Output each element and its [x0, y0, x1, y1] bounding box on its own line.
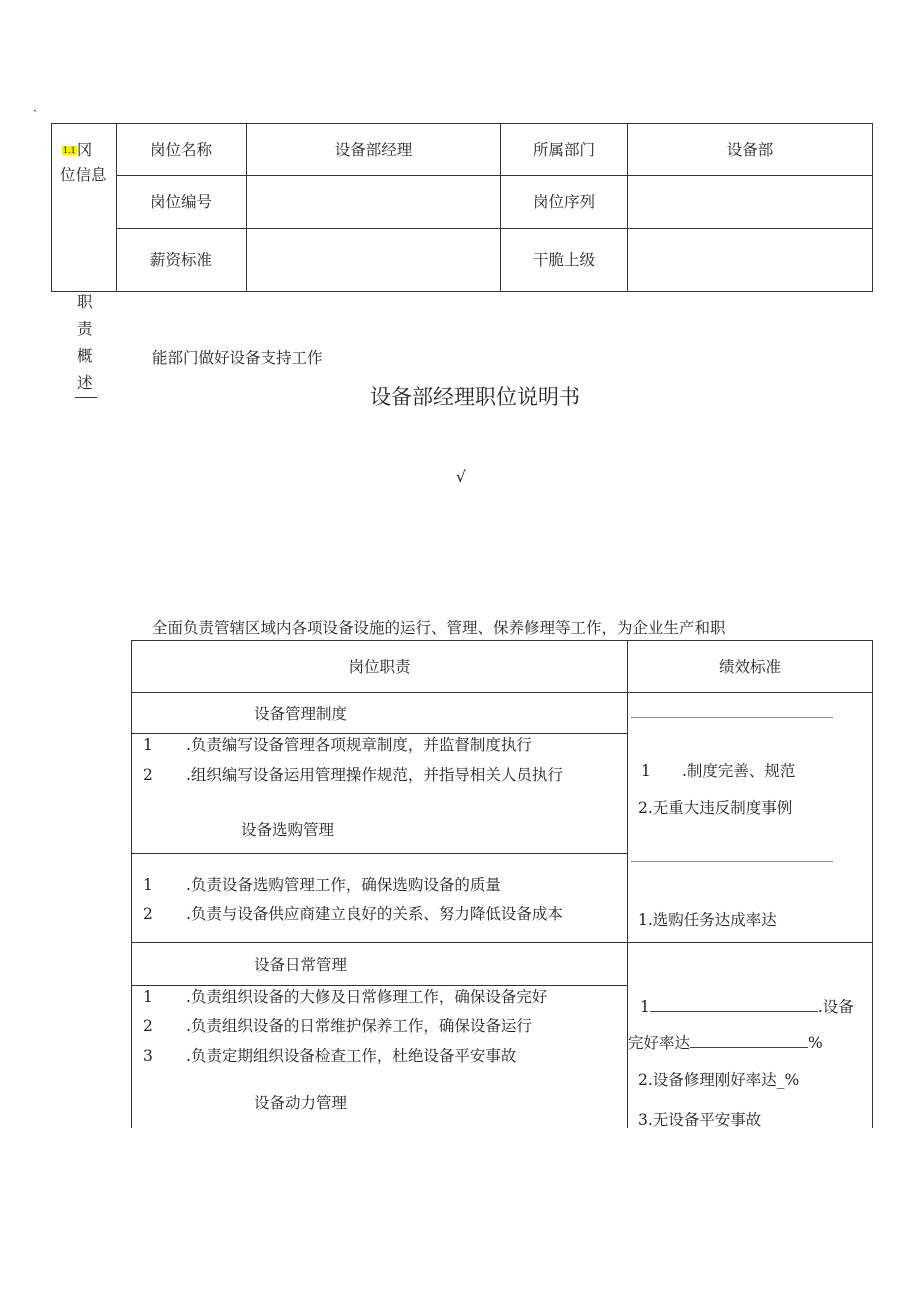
standard-text: 2.设备修理刚好率达_%: [638, 1071, 800, 1089]
label-superior: 干脆上级: [532, 251, 595, 269]
document-title: 设备部经理职位说明书: [370, 385, 580, 409]
standard-text: .设备: [817, 998, 854, 1016]
standard-text: 完好率达: [628, 1034, 691, 1052]
item-text: .负责编写设备管理各项规章制度，并监督制度执行: [186, 736, 532, 754]
item-num: 3: [143, 1047, 153, 1065]
standard-text: 3.无设备平安事故: [638, 1111, 762, 1129]
item-num: 1: [143, 876, 153, 894]
standard-num: 1: [640, 998, 650, 1016]
item-num: 1: [143, 988, 153, 1006]
standard-text: .制度完善、规范: [682, 762, 796, 780]
vertical-label-3: 概: [77, 347, 93, 365]
item-text: .负责组织设备的大修及日常修理工作，确保设备完好: [186, 988, 548, 1006]
check-mark: √: [456, 468, 466, 486]
standard-line-1: [640, 997, 854, 1017]
value-position-name: 设备部经理: [334, 141, 413, 159]
item-text: .负责与设备供应商建立良好的关系、努力降低设备成本: [186, 905, 563, 923]
section-title: 设备日常管理: [254, 956, 348, 974]
section-label: [62, 140, 92, 160]
item-num: 2: [143, 766, 153, 784]
blank-line: [690, 1033, 808, 1048]
summary-text-tail: 能部门做好设备支持工作: [152, 349, 323, 367]
section-title: 设备管理制度: [254, 705, 348, 723]
section-mark: 1.1: [63, 146, 76, 155]
label-position-sequence: 岗位序列: [532, 193, 595, 211]
corner-dot: ·: [33, 104, 37, 118]
label-department: 所属部门: [532, 141, 595, 159]
header-duties: 岗位职责: [348, 658, 411, 676]
item-num: 2: [143, 1017, 153, 1035]
summary-text-main: 全面负责管辖区域内各项设备设施的运行、管理、保养修理等工作，为企业生产和职: [152, 619, 726, 637]
blank-line: [650, 997, 818, 1012]
label-salary: 薪资标准: [149, 251, 212, 269]
value-department: 设备部: [726, 141, 774, 159]
item-text: .负责定期组织设备检查工作，杜绝设备平安事故: [186, 1047, 517, 1065]
section-label-line2: 位信息: [60, 166, 107, 184]
item-num: 1: [143, 736, 153, 754]
item-text: .负责设备选购管理工作，确保选购设备的质量: [186, 876, 501, 894]
item-num: 2: [143, 905, 153, 923]
standard-text: 1.选购任务达成率达: [638, 911, 777, 929]
label-position-name: 岗位名称: [149, 141, 212, 159]
standard-text: 2.无重大违反制度事例: [638, 799, 793, 817]
header-standards: 绩效标准: [718, 658, 781, 676]
vertical-label-2: 责: [77, 320, 93, 338]
vertical-label-1: 职: [77, 293, 93, 311]
item-text: .组织编写设备运用管理操作规范，并指导相关人员执行: [186, 766, 563, 784]
standard-num: 1: [641, 762, 651, 780]
standard-suffix: %: [808, 1034, 823, 1052]
item-text: .负责组织设备的日常维护保养工作，确保设备运行: [186, 1017, 532, 1035]
section-title: 设备动力管理: [254, 1094, 348, 1112]
label-position-code: 岗位编号: [149, 193, 212, 211]
section-label-line1: 冈: [76, 141, 93, 159]
section-title: 设备选购管理: [241, 821, 335, 839]
vertical-label-4: 述: [77, 374, 93, 392]
standard-line-2: [628, 1033, 823, 1053]
